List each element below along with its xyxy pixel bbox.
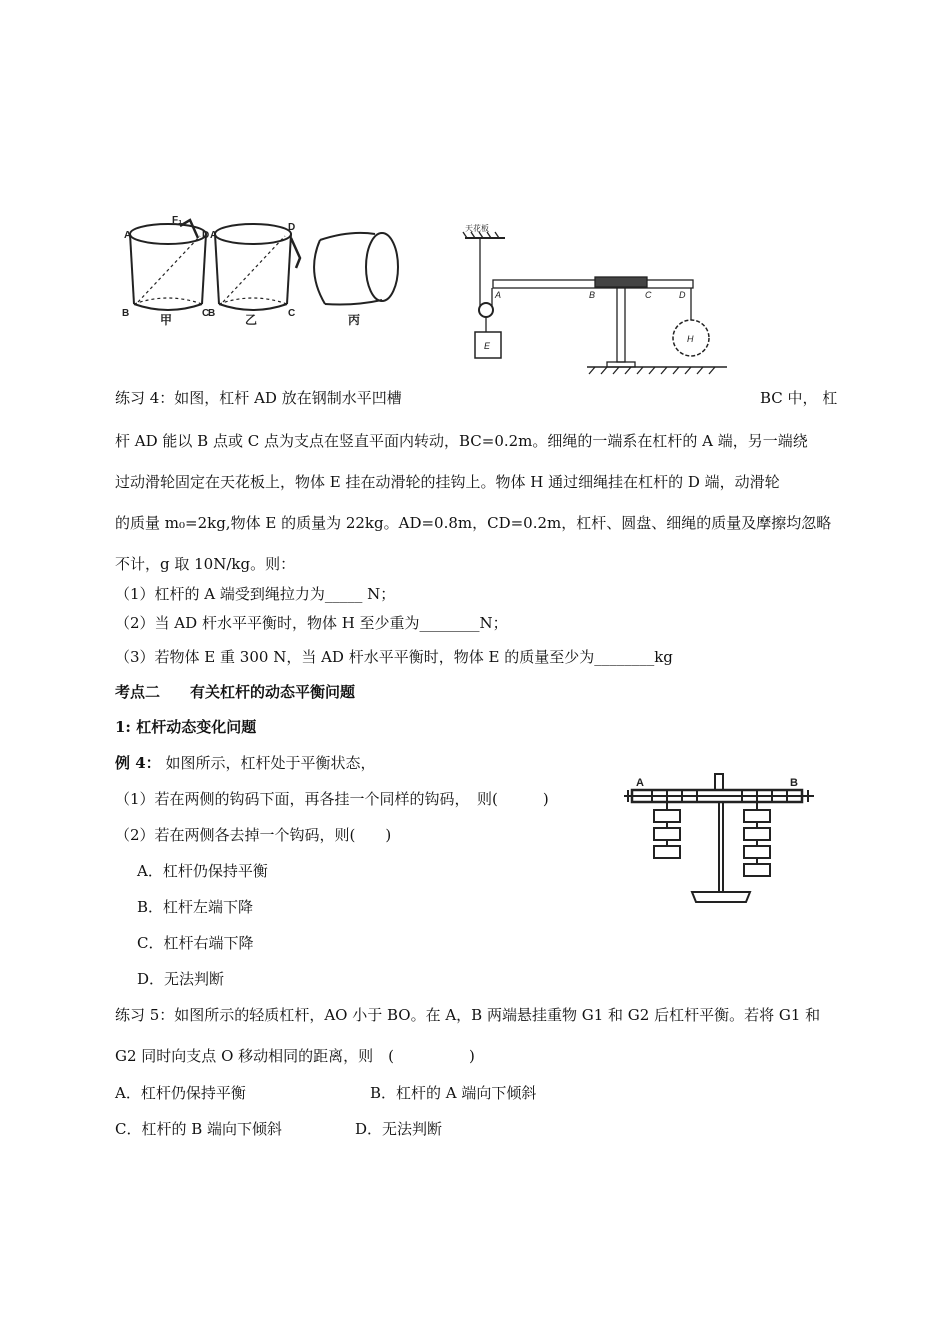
point-d: D: [679, 290, 686, 300]
body-e-label: E: [484, 341, 491, 351]
practice5-option-b: B．杠杆的 A 端向下倾斜: [370, 1084, 537, 1102]
weight-left: [654, 846, 680, 858]
body-h-label: H: [687, 334, 694, 344]
practice4-line3: 过动滑轮固定在天花板上，物体 E 挂在动滑轮的挂钩上。物体 H 通过细绳挂在杠杆的 D 端，动滑轮: [115, 473, 780, 491]
weight-left: [654, 828, 680, 840]
example4-q2: （2）若在两侧各去掉一个钩码，则( ): [115, 826, 392, 844]
practice4-line4: 的质量 m₀=2kg,物体 E 的质量为 22kg。AD=0.8m，CD=0.2m，杠杆、圆盘、细绳的质量及摩擦均忽略: [115, 514, 832, 532]
practice5-option-c: C．杠杆的 B 端向下倾斜: [115, 1120, 283, 1138]
cyl-label: B: [208, 308, 216, 319]
cyl-label: D: [202, 230, 210, 241]
example4-intro: [115, 753, 375, 773]
practice4-line1-right: BC 中， 杠: [760, 389, 838, 407]
practice4-q2: （2）当 AD 杆水平平衡时，物体 H 至少重为________N；: [115, 614, 508, 632]
lever-ad: [493, 280, 693, 288]
section2-heading: 考点二 有关杠杆的动态平衡问题: [115, 683, 356, 701]
lever-pulley-figure: [455, 222, 745, 380]
cylinder-jia-top: [130, 224, 206, 244]
example4-option-a: A．杠杆仍保持平衡: [137, 862, 268, 880]
practice5-line2: G2 同时向支点 O 移动相同的距离，则 ( ): [115, 1047, 475, 1065]
ceiling-label: 天花板: [465, 224, 489, 233]
caption-bing: 丙: [348, 313, 361, 327]
practice4-line2: 杆 AD 能以 B 点或 C 点为支点在竖直平面内转动，BC=0.2m。细绳的一端系在杠杆的 A 端，另一端绕: [115, 432, 808, 450]
end-b-label: B: [790, 777, 798, 789]
weight-right: [744, 828, 770, 840]
example4-q1: （1）若在两侧的钩码下面，再各挂一个同样的钩码， 则( ): [115, 790, 549, 808]
practice5-option-a: A．杠杆仍保持平衡: [115, 1084, 246, 1102]
cylinders-figure: [120, 212, 405, 327]
example4-option-b: B．杠杆左端下降: [137, 898, 254, 916]
point-b: B: [589, 290, 596, 300]
cyl-label: B: [122, 308, 130, 319]
practice4-q3: （3）若物体 E 重 300 N，当 AD 杆水平平衡时，物体 E 的质量至少为________kg: [115, 648, 673, 666]
practice4-q1: （1）杠杆的 A 端受到绳拉力为_____ N；: [115, 585, 396, 603]
caption-yi: 乙: [245, 313, 258, 327]
pulley: [479, 303, 493, 317]
example4-option-d: D．无法判断: [137, 970, 225, 988]
caption-jia: 甲: [160, 313, 173, 327]
cyl-label: A: [124, 230, 132, 241]
point-a: A: [495, 290, 502, 300]
example4-text: 如图所示，杠杆处于平衡状态，: [165, 754, 376, 772]
practice4-line1-left: 练习 4：如图，杠杆 AD 放在钢制水平凹槽: [115, 389, 402, 407]
weight-right: [744, 864, 770, 876]
support-post: [617, 288, 625, 362]
weight-right: [744, 846, 770, 858]
cylinder-yi-top: [215, 224, 291, 244]
cyl-label: C: [202, 308, 210, 319]
cyl-label: A: [210, 230, 218, 241]
example4-label: 例 4：: [115, 754, 161, 772]
cyl-label: C: [288, 308, 296, 319]
end-a-label: A: [636, 777, 644, 789]
pivot-top: [715, 774, 723, 790]
weight-right: [744, 810, 770, 822]
practice5-line1: 练习 5：如图所示的轻质杠杆，AO 小于 BO。在 A，B 两端悬挂重物 G1 和 G2 后杠杆平衡。若将 G1 和: [115, 1006, 821, 1024]
example4-option-c: C．杠杆右端下降: [137, 934, 254, 952]
balance-lever-figure: [622, 770, 822, 915]
cyl-label: D: [288, 222, 296, 233]
point-c: C: [645, 290, 652, 300]
practice5-option-d: D．无法判断: [355, 1120, 443, 1138]
section2-subheading: 1: 杠杆动态变化问题: [115, 718, 257, 736]
cyl-label: F₁: [172, 215, 183, 226]
weight-left: [654, 810, 680, 822]
practice4-line5: 不计，g 取 10N/kg。则：: [115, 555, 296, 573]
